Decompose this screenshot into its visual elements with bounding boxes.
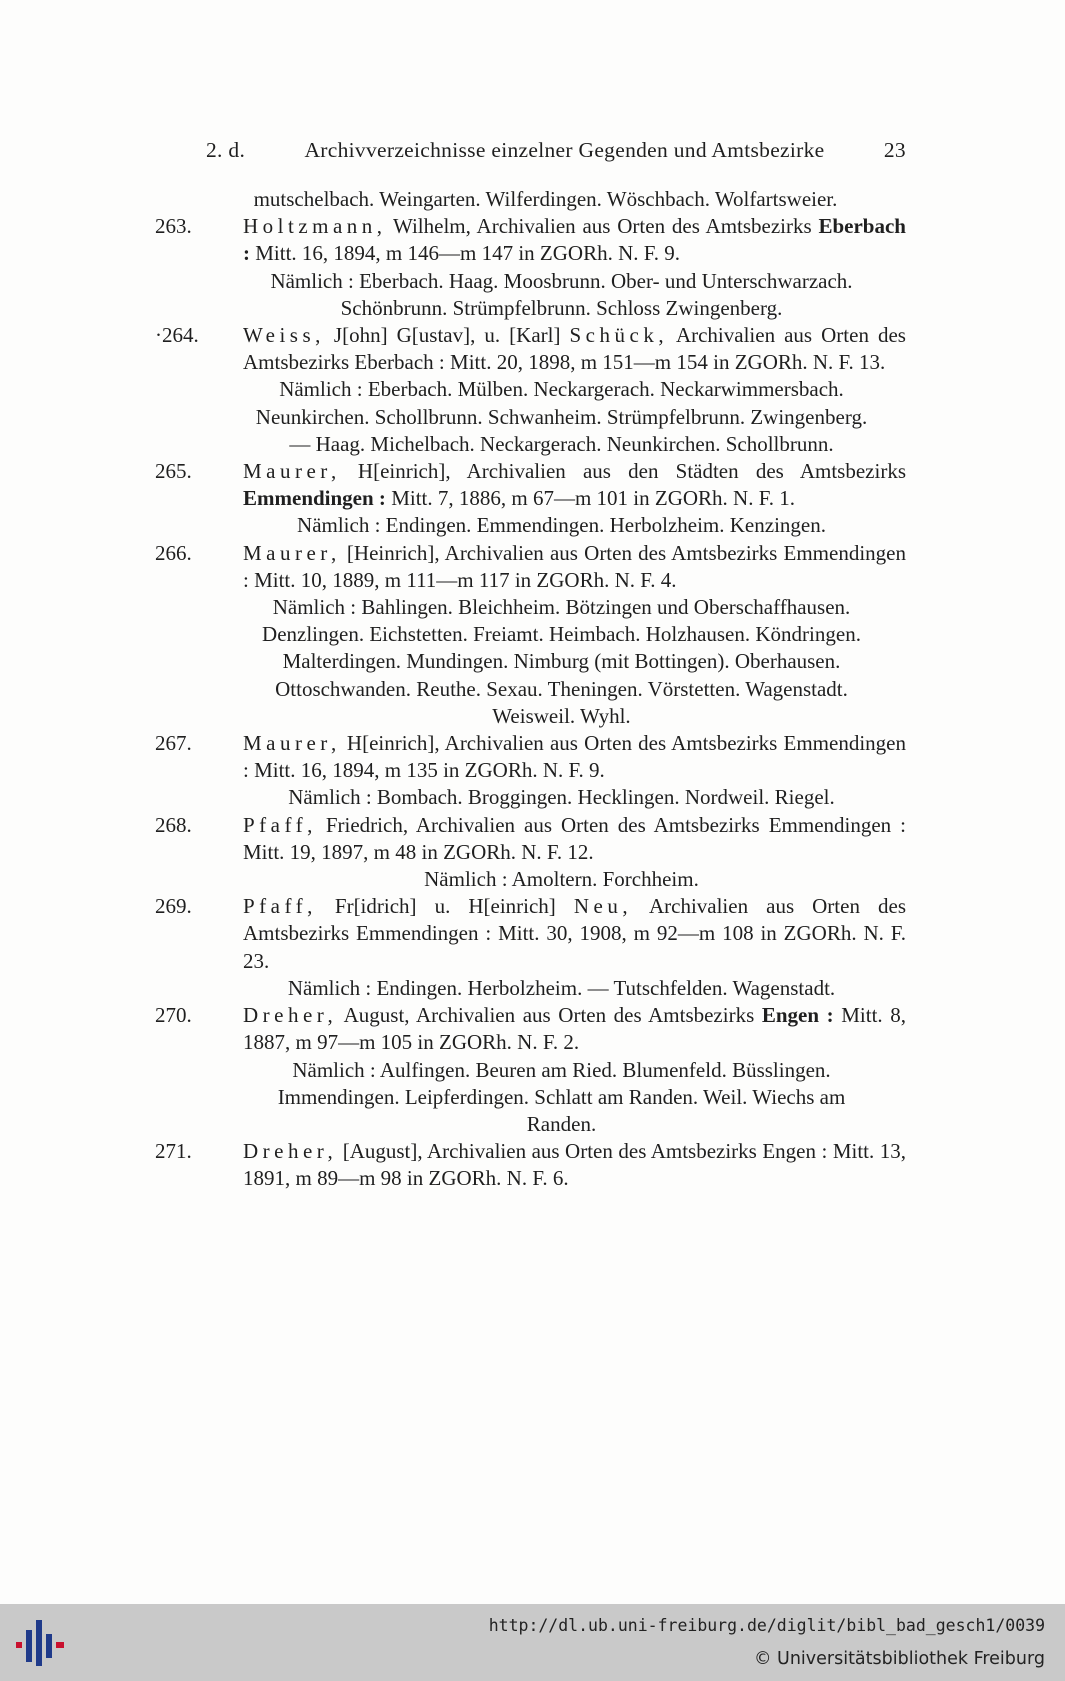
entry-places: Nämlich : Bombach. Broggingen. Hecklingen. Nordweil. Riegel.: [288, 785, 835, 810]
entry-text: H[einrich], Archivalien aus den Städten des Amtsbezirks: [340, 459, 906, 484]
entry-number: 265.: [155, 459, 192, 484]
entry-265: [155, 458, 906, 512]
entry-places: Nämlich : Endingen. Emmendingen. Herbolzheim. Kenzingen.: [297, 513, 826, 538]
page-body: [155, 186, 906, 1193]
entry-269: [155, 893, 906, 975]
running-header: [206, 138, 906, 163]
entry-author: Pfaff,: [243, 894, 317, 919]
entry-number: 263.: [155, 214, 192, 239]
entry-author: Maurer,: [243, 540, 341, 565]
entry-270: [155, 1002, 906, 1056]
entry-author: Pfaff,: [243, 812, 317, 837]
viewer-footer: [0, 1604, 1065, 1681]
entry-text: J[ohn] G[ustav], u. [Karl]: [324, 323, 570, 348]
entry-number: 270.: [155, 1003, 192, 1028]
entry-text: Friedrich, Archivalien aus Orten des Amtsbezirks Emmendingen : Mitt. 19, 1897, m 48 in ZGORh. N. F. 12.: [243, 812, 906, 864]
entry-citation: Mitt. 16, 1894, m 146—m 147 in ZGORh. N. F. 9.: [250, 241, 681, 266]
continuation-text: mutschelbach. Weingarten. Wilferdingen. Wöschbach. Wolfartsweier.: [253, 187, 838, 211]
entry-author: Weiss,: [243, 323, 325, 348]
entry-citation: Mitt. 7, 1886, m 67—m 101 in ZGORh. N. F. 1.: [385, 486, 795, 511]
entry-author: Maurer,: [243, 459, 341, 484]
entry-264: [155, 322, 906, 376]
entry-coauthor: Neu,: [573, 894, 633, 919]
entry-number: 268.: [155, 812, 192, 837]
entry-district: Engen :: [761, 1003, 834, 1028]
entry-places: Nämlich : Bahlingen. Bleichheim. Bötzingen und Oberschaffhausen. Denzlingen. Eichstetten. Freiamt. Heimbach. Holzhausen. Köndringen. Malterdingen. Mundingen. Nimburg (mit Bottingen). Oberhausen. Ottoschwanden. Reuthe. Sexau. Theningen. Vörstetten. Wagenstadt. Weisweil. Wyhl.: [262, 595, 861, 728]
entry-263: [155, 213, 906, 267]
entry-places: Nämlich : Eberbach. Mülben. Neckargerach. Neckarwimmersbach. Neunkirchen. Schollbrunn. Schwanheim. Strümpfelbrunn. Zwingenberg. — Haag. Michelbach. Neckargerach. Neunkirchen. Schollbrunn.: [255, 377, 868, 456]
entry-number: 267.: [155, 731, 192, 756]
entry-268: [155, 812, 906, 866]
entry-number: 271.: [155, 1139, 192, 1164]
entry-text: H[einrich], Archivalien aus Orten des Amtsbezirks Emmendingen : Mitt. 16, 1894, m 135 in ZGORh. N. F. 9.: [243, 731, 906, 783]
entry-author: Dreher,: [243, 1003, 338, 1028]
entry-271: [155, 1138, 906, 1192]
entry-266: [155, 540, 906, 594]
entry-text: [Heinrich], Archivalien aus Orten des Amtsbezirks Emmendingen : Mitt. 10, 1889, m 111—m 117 in ZGORh. N. F. 4.: [243, 540, 906, 592]
entry-coauthor: Schück,: [569, 323, 669, 348]
header-section: 2. d.: [206, 138, 246, 162]
entry-author: Holtzmann,: [243, 214, 387, 239]
entry-district: Emmendingen :: [243, 486, 386, 511]
entry-author: Dreher,: [243, 1139, 338, 1164]
entry-text: Fr[idrich] u. H[einrich]: [316, 894, 574, 919]
entry-text: Wilhelm, Archivalien aus Orten des Amtsbezirks: [386, 214, 819, 239]
entry-places: Nämlich : Eberbach. Haag. Moosbrunn. Ober- und Unterschwarzach. Schönbrunn. Strümpfelbrunn. Schloss Zwingenberg.: [270, 268, 853, 320]
page-number: 23: [883, 138, 906, 162]
entry-citation: Mitt. 8, 1887, m 97—m 105 in ZGORh. N. F. 2.: [243, 1003, 906, 1055]
header-title: Archivverzeichnisse einzelner Gegenden und Amtsbezirke: [304, 138, 825, 162]
entry-text: [August], Archivalien aus Orten des Amtsbezirks Engen : Mitt. 13, 1891, m 89—m 98 in ZGORh. N. F. 6.: [243, 1139, 906, 1191]
library-logo-icon: [12, 1616, 68, 1670]
entry-number: 266.: [155, 540, 192, 565]
entry-number: 269.: [155, 894, 192, 919]
entry-number: ·264.: [155, 323, 199, 348]
entry-places: Nämlich : Endingen. Herbolzheim. — Tutschfelden. Wagenstadt.: [287, 975, 836, 1000]
entry-places: Nämlich : Amoltern. Forchheim.: [424, 867, 699, 892]
entry-citation: Archivalien aus Orten des Amtsbezirks Emmendingen : Mitt. 30, 1908, m 92—m 108 in ZGORh. N. F. 23.: [243, 894, 906, 973]
copyright-notice: © Universitätsbibliothek Freiburg: [753, 1649, 1045, 1669]
permalink-url[interactable]: http://dl.ub.uni-freiburg.de/diglit/bibl_bad_gesch1/0039: [488, 1616, 1045, 1635]
entry-district: Eberbach :: [243, 214, 906, 266]
entry-citation: Archivalien aus Orten des Amtsbezirks Eberbach : Mitt. 20, 1898, m 151—m 154 in ZGORh. N. F. 13.: [243, 323, 906, 375]
entry-267: [155, 730, 906, 784]
entry-places: Nämlich : Aulfingen. Beuren am Ried. Blumenfeld. Büsslingen. Immendingen. Leipferdingen. Schlatt am Randen. Weil. Wiechs am Randen.: [277, 1057, 846, 1136]
entry-text: August, Archivalien aus Orten des Amtsbezirks: [337, 1003, 762, 1028]
entry-author: Maurer,: [243, 731, 341, 756]
